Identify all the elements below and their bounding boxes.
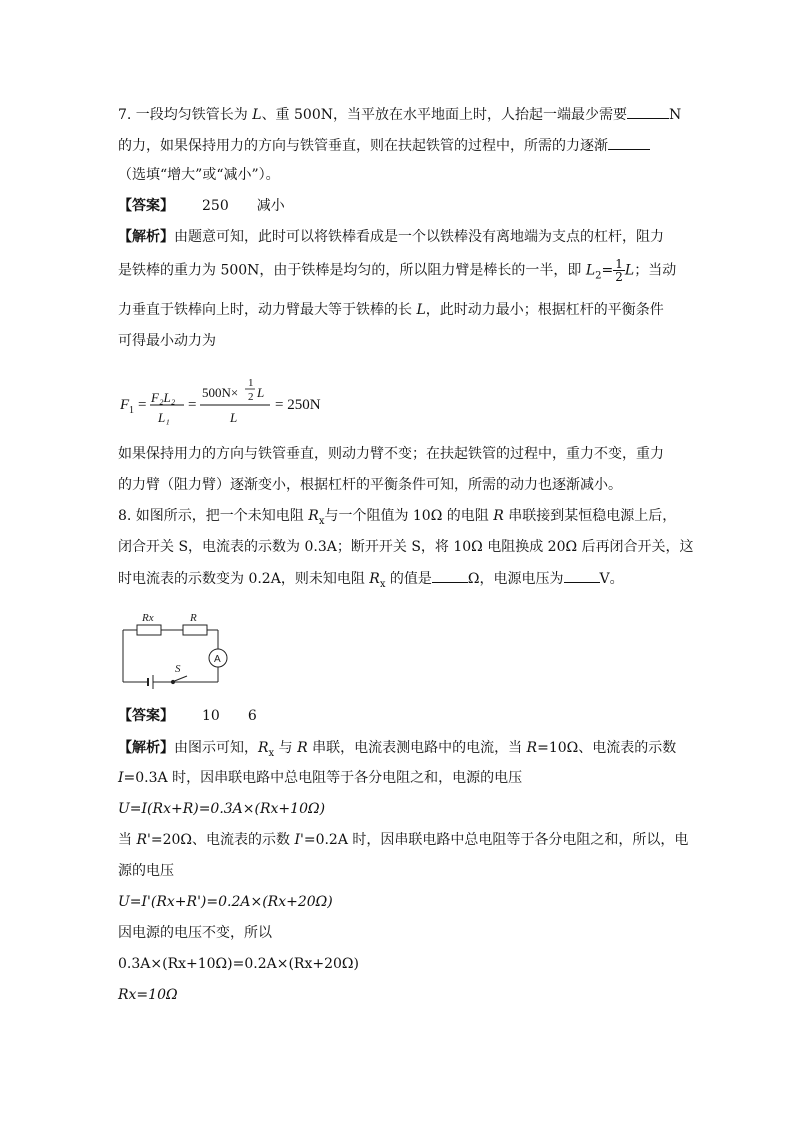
- answer-value: 250: [202, 198, 229, 214]
- text: 当: [118, 832, 137, 848]
- answer-value: 减小: [256, 198, 285, 214]
- subscript: 2: [595, 270, 602, 282]
- text: =0.2A 时，因串联电路中总电阻等于各分电阻之和，所以，电: [303, 832, 689, 848]
- label-rx: Rx: [142, 612, 154, 624]
- q7-analysis-line-5: [118, 444, 664, 464]
- text: 与一个阻值为 10Ω 的电阻: [324, 508, 494, 524]
- text: Ω，电源电压为: [467, 571, 564, 587]
- subscript: x: [268, 747, 275, 759]
- equals: =: [138, 397, 147, 413]
- text: V。: [599, 571, 624, 587]
- equals: =: [188, 397, 197, 413]
- var-I: I: [118, 770, 124, 786]
- var-L: L: [624, 262, 635, 279]
- formula-result: = 250N: [275, 397, 321, 413]
- subscript: x: [318, 515, 325, 527]
- q8-stem-line-2: [118, 537, 694, 557]
- var-R: R: [258, 740, 269, 756]
- answer-value: 6: [247, 708, 257, 724]
- var-R: R: [369, 571, 380, 587]
- numerator: 1: [615, 257, 623, 271]
- text: =20Ω、电流表的示数: [150, 832, 295, 848]
- q8-analysis-line-8: [118, 954, 359, 974]
- text: 串联接到某恒稳电源上后，: [503, 508, 677, 524]
- q8-analysis-line-6: [118, 892, 333, 912]
- q7-stem-line-2: [118, 135, 650, 156]
- equation: Rx=10Ω: [118, 987, 178, 1003]
- q8-analysis-line-9: [118, 985, 178, 1005]
- text: 因电源的电压不变，所以: [118, 925, 272, 941]
- text: 如果保持用力的方向与铁管垂直，则动力臂不变；在扶起铁管的过程中，重力不变，重力: [118, 446, 664, 462]
- q7-stem-line-1: [118, 104, 681, 125]
- q7-analysis-line-3: [118, 300, 664, 320]
- text: 源的电压: [118, 863, 174, 879]
- label-a: A: [214, 654, 221, 665]
- half-den: 2: [248, 391, 254, 403]
- answer-blank: [627, 104, 669, 119]
- var-R: R: [297, 740, 308, 756]
- q8-answer: [118, 706, 257, 726]
- text: 时电流表的示数变为 0.2A，则未知电阻: [118, 571, 370, 587]
- text: 的力臂（阻力臂）逐渐变小，根据杠杆的平衡条件可知，所需的动力也逐渐减小。: [118, 477, 622, 493]
- answer-blank: [432, 568, 468, 583]
- lever-formula: [120, 372, 380, 432]
- text: 8. 如图所示，把一个未知电阻: [118, 508, 309, 524]
- q7-stem-line-3: [118, 165, 280, 185]
- answer-blank: [564, 568, 600, 583]
- var-R: R: [493, 508, 504, 524]
- label-s: S: [175, 663, 181, 675]
- text: 、重 500N，当平放在水平地面上时，人抬起一端最少需要: [261, 107, 627, 123]
- text: ，此时动力最小；根据杠杆的平衡条件: [425, 302, 664, 318]
- formula-numerator: F₂L₂: [151, 390, 176, 405]
- denominator: 2: [615, 270, 623, 284]
- text: 闭合开关 S，电流表的示数为 0.3A；断开开关 S，将 10Ω 电阻换成 20Ω 后再闭合开关，这: [118, 539, 694, 555]
- half-num: 1: [248, 377, 254, 389]
- equation: U=I'(Rx+R')=0.2A×(Rx+20Ω): [118, 894, 333, 910]
- text: =0.3A 时，因串联电路中总电阻等于各分电阻之和，电源的电压: [123, 770, 523, 786]
- q8-stem-line-1: [118, 506, 676, 532]
- text: 力垂直于铁棒向上时，动力臂最大等于铁棒的长: [118, 302, 417, 318]
- circuit-svg: [115, 608, 235, 693]
- var-L: L: [416, 302, 426, 318]
- formula-den2: L: [230, 410, 238, 425]
- formula-graphic: [120, 372, 380, 432]
- label-r: R: [190, 612, 197, 624]
- formula-sub: 1: [129, 405, 134, 416]
- analysis-tag: 【解析】: [118, 229, 174, 245]
- text: 可得最小动力为: [118, 333, 216, 349]
- var-R: R: [526, 740, 538, 756]
- q8-analysis-line-2: [118, 768, 522, 788]
- q7-analysis-line-1: [118, 227, 664, 247]
- q7-answer: [118, 196, 285, 216]
- text: 是铁棒的重力为 500N，由于铁棒是均匀的，所以阻力臂是棒长的一半，即: [118, 262, 586, 279]
- text: 与: [274, 740, 298, 756]
- answer-tag: 【答案】: [118, 198, 174, 214]
- answer-tag: 【答案】: [118, 708, 174, 724]
- formula-L: L: [257, 385, 265, 400]
- var-L: L: [252, 107, 262, 123]
- q7-analysis-line-2: 是铁棒的重力为 500N，由于铁棒是均匀的，所以阻力臂是棒长的一半，即 $L_2=$ $\frac{1}{2}$ L；当动: [118, 257, 677, 284]
- q8-analysis-line-4: [118, 830, 688, 850]
- text: 7. 一段均匀铁管长为: [118, 107, 253, 123]
- fraction: [613, 258, 625, 283]
- text: ；当动: [634, 262, 677, 279]
- answer-value: 10: [202, 708, 220, 724]
- answer-blank: [608, 135, 650, 150]
- text: 由图示可知，: [174, 740, 258, 756]
- analysis-tag: 【解析】: [118, 740, 174, 756]
- formula-denominator: L₁: [158, 410, 170, 425]
- formula-F: F: [120, 397, 130, 413]
- q8-stem-line-3: [118, 568, 624, 595]
- var-L: L: [585, 262, 596, 279]
- resistor-rx: [137, 625, 161, 635]
- resistor-r: [183, 625, 207, 635]
- equation: 0.3A×(Rx+10Ω)=0.2A×(Rx+20Ω): [118, 956, 359, 972]
- q8-analysis-line-7: [118, 923, 272, 943]
- text: （选填“增大”或“减小”）。: [118, 167, 280, 183]
- text: 的值是: [385, 571, 432, 587]
- var-R: R: [308, 508, 319, 524]
- q7-analysis-line-6: [118, 475, 622, 495]
- unit: N: [668, 107, 682, 123]
- text: 由题意可知，此时可以将铁棒看成是一个以铁棒没有离地端为支点的杠杆，阻力: [174, 229, 664, 245]
- q7-analysis-line-4: [118, 331, 216, 351]
- text: 的力，如果保持用力的方向与铁管垂直，则在扶起铁管的过程中，所需的力逐渐: [118, 138, 608, 154]
- text: =10Ω、电流表的示数: [537, 740, 677, 756]
- q8-analysis-line-3: [118, 799, 325, 819]
- equation: U=I(Rx+R)=0.3A×(Rx+10Ω): [118, 801, 326, 817]
- switch-lever: [172, 676, 187, 682]
- subscript: x: [379, 578, 386, 590]
- text: 串联，电流表测电路中的电流，当: [307, 740, 527, 756]
- q8-analysis-line-5: [118, 861, 174, 881]
- q8-analysis-line-1: [118, 738, 676, 764]
- formula-num2: 500N×: [202, 385, 239, 400]
- var-R-prime: R': [136, 832, 151, 848]
- circuit-diagram: [115, 608, 235, 697]
- var-I-prime: I': [294, 832, 304, 848]
